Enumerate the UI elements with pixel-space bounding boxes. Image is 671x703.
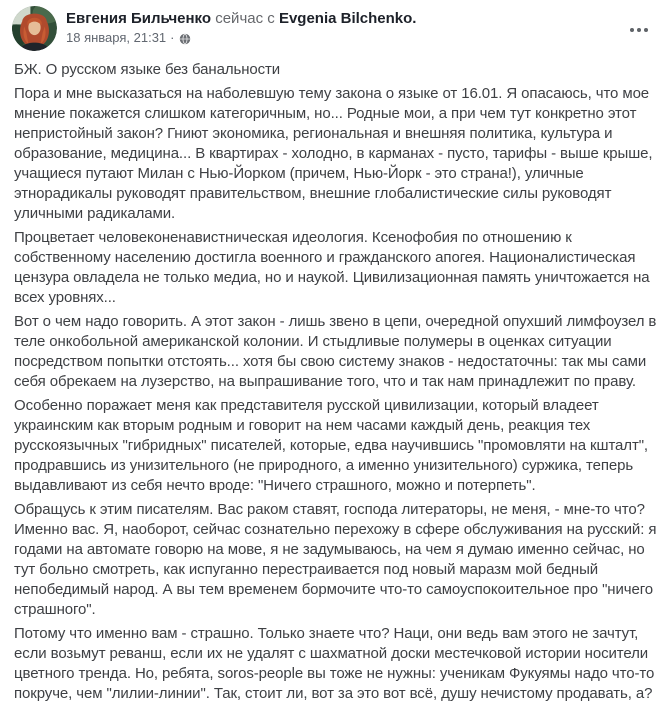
header-text (66, 6, 416, 47)
timestamp[interactable]: 18 января, 21:31 (66, 30, 167, 45)
meta-separator: · (170, 30, 175, 45)
post-paragraph-title: БЖ. О русском языке без банальности (14, 61, 281, 78)
avatar-image (12, 6, 57, 51)
post-paragraph: Вот о чем надо говорить. А этот закон - лишь звено в цепи, очередной опухший лимфоузел в теле онкобольной американской колонии. И стыдливые полумеры в оценках ситуации посредством попытки отстоять... хотя бы свою систему знаков - недостаточны: так мы сами себя обрекаем на лузерство, на выпрашивание того, что и так нам принадлежит по праву. (14, 313, 657, 390)
globe-icon (179, 33, 191, 45)
avatar[interactable] (12, 6, 57, 51)
post-body (14, 60, 657, 703)
post-header (14, 0, 657, 51)
post-paragraph: Потому что именно вам - страшно. Только знаете что? Наци, они ведь вам этого не зачтут, если возьмут реванш, если их не удалят с шахматной доски местечковой истории носители цветного тренда. Но, ребята, soros-people вы тоже не нужны: ученикам Фукуямы надо что-то покруче, чем "лилии-линии". Так, стоит ли, вот за это вот всё, душу нечистому продавать, а? (14, 625, 655, 702)
post-paragraph: Процветает человеконенавистническая идеология. Ксенофобия по отношению к собственному населению достигла военного и гражданского апогея. Националистическая цензура овладела не только медиа, но и наукой. Цивилизационная память уничтожается на всех уровнях... (14, 229, 650, 306)
ellipsis-dot (637, 28, 641, 32)
ellipsis-dot (644, 28, 648, 32)
post-paragraph: Обращусь к этим писателям. Вас раком ставят, господа литераторы, не меня, - мне-то что? Именно вас. Я, наоборот, сейчас сознательно перехожу в сфере обслуживания на русский: я годами на автомате говорю на мове, я не задумываюсь, на чем я думаю именно сейчас, но тут больно смотреть, как испуганно перестраивается под новый маразм мой бедный непобедимый народ. А вы тем временем бормочите что-то самоуспокоительное про "ничего страшного". (14, 501, 657, 618)
post-paragraph: Особенно поражает меня как представителя русской цивилизации, который владеет украинским как вторым родным и говорит на нем часами каждый день, реакция тех русскоязычных "гибридных" писателей, которые, едва научившись "промовляти на кшталт", продравшись из унизительного (не природного, а именно унизительного) суржика, теперь выдавливают из себя нечто вроде: "Ничего страшного, можно и потерпеть". (14, 397, 649, 494)
author-name[interactable]: Евгения Бильченко (66, 10, 212, 27)
meta-line (66, 29, 416, 47)
connector-text: сейчас с (215, 10, 275, 27)
tagged-name[interactable]: Evgenia Bilchenko. (278, 10, 417, 27)
name-line (66, 9, 416, 28)
ellipsis-dot (630, 28, 634, 32)
post-paragraph: Пора и мне высказаться на наболевшую тему закона о языке от 16.01. Я опасаюсь, что мое мнение покажется слишком категоричным, но... Родные мои, а при чем тут конкретно этот непристойный закон? Гниют экономика, региональная и внешняя политика, культура и образование, медицина... В квартирах - холодно, в карманах - пусто, тарифы - выше крыше, учащиеся путают Милан с Нью-Йорком (причем, Нью-Йорк - это страна!), уличные этнорадикалы руководят правительством, внешние глобалистические силы руководят уличными радикалами. (14, 85, 653, 222)
ellipsis-menu-button[interactable] (623, 18, 655, 42)
